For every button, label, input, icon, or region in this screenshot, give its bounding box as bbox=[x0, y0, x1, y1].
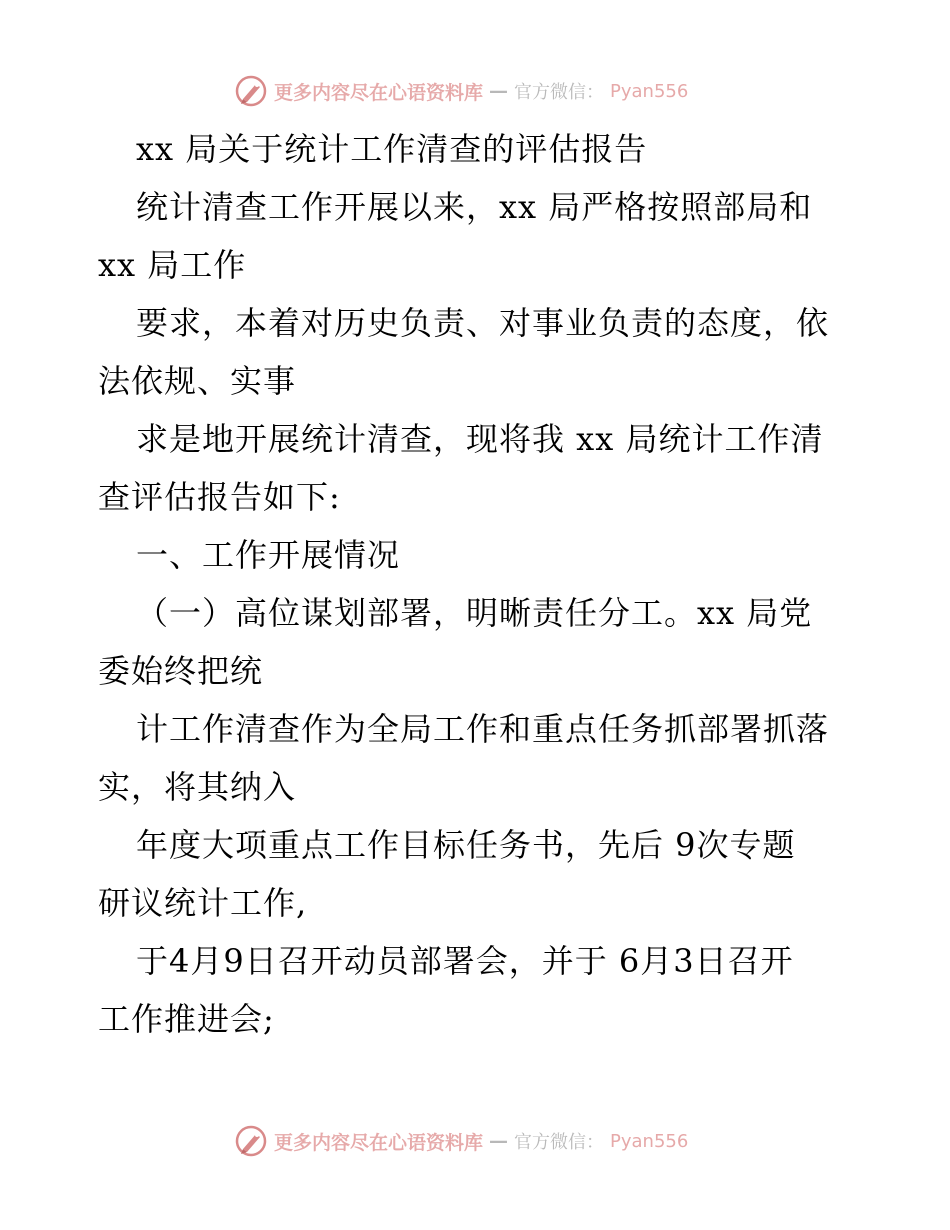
watermark-site-text: 更多内容尽在心语资料库 bbox=[274, 81, 484, 104]
document-line: （一）高位谋划部署，明晰责任分工。xx 局党 bbox=[136, 594, 813, 632]
document-line: 于4月9日召开动员部署会，并于 6月3日召开 bbox=[136, 942, 794, 980]
watermark-dash: — bbox=[489, 80, 509, 102]
pen-logo-icon bbox=[234, 1124, 268, 1158]
watermark-footer bbox=[234, 1121, 754, 1161]
document-line: 研议统计工作, bbox=[98, 884, 308, 922]
document-line: 计工作清查作为全局工作和重点任务抓部署抓落 bbox=[136, 710, 830, 748]
document-line: 要求，本着对历史负责、对事业负责的态度，依 bbox=[136, 304, 830, 342]
document-line: 查评估报告如下: bbox=[98, 478, 341, 516]
watermark-header bbox=[234, 71, 754, 111]
watermark-handle: Pyan556 bbox=[610, 1130, 689, 1152]
document-line: xx 局工作 bbox=[98, 246, 247, 284]
watermark-label: 官方微信： bbox=[514, 1132, 605, 1153]
watermark-dash: — bbox=[489, 1130, 509, 1152]
document-line: xx 局关于统计工作清查的评估报告 bbox=[136, 130, 648, 168]
document-line: 统计清查工作开展以来，xx 局严格按照部局和 bbox=[136, 188, 813, 226]
watermark-label: 官方微信： bbox=[514, 82, 605, 103]
document-body bbox=[98, 120, 858, 1048]
document-line: 实，将其纳入 bbox=[98, 768, 297, 806]
document-line: 委始终把统 bbox=[98, 652, 264, 690]
document-line: 法依规、实事 bbox=[98, 362, 297, 400]
watermark-handle: Pyan556 bbox=[610, 80, 689, 102]
document-line: 一、工作开展情况 bbox=[136, 536, 401, 574]
document-line: 工作推进会; bbox=[98, 1000, 275, 1038]
document-line: 年度大项重点工作目标任务书，先后 9次专题 bbox=[136, 826, 796, 864]
document-line: 求是地开展统计清查，现将我 xx 局统计工作清 bbox=[136, 420, 824, 458]
pen-logo-icon bbox=[234, 74, 268, 108]
watermark-site-text: 更多内容尽在心语资料库 bbox=[274, 1131, 484, 1154]
